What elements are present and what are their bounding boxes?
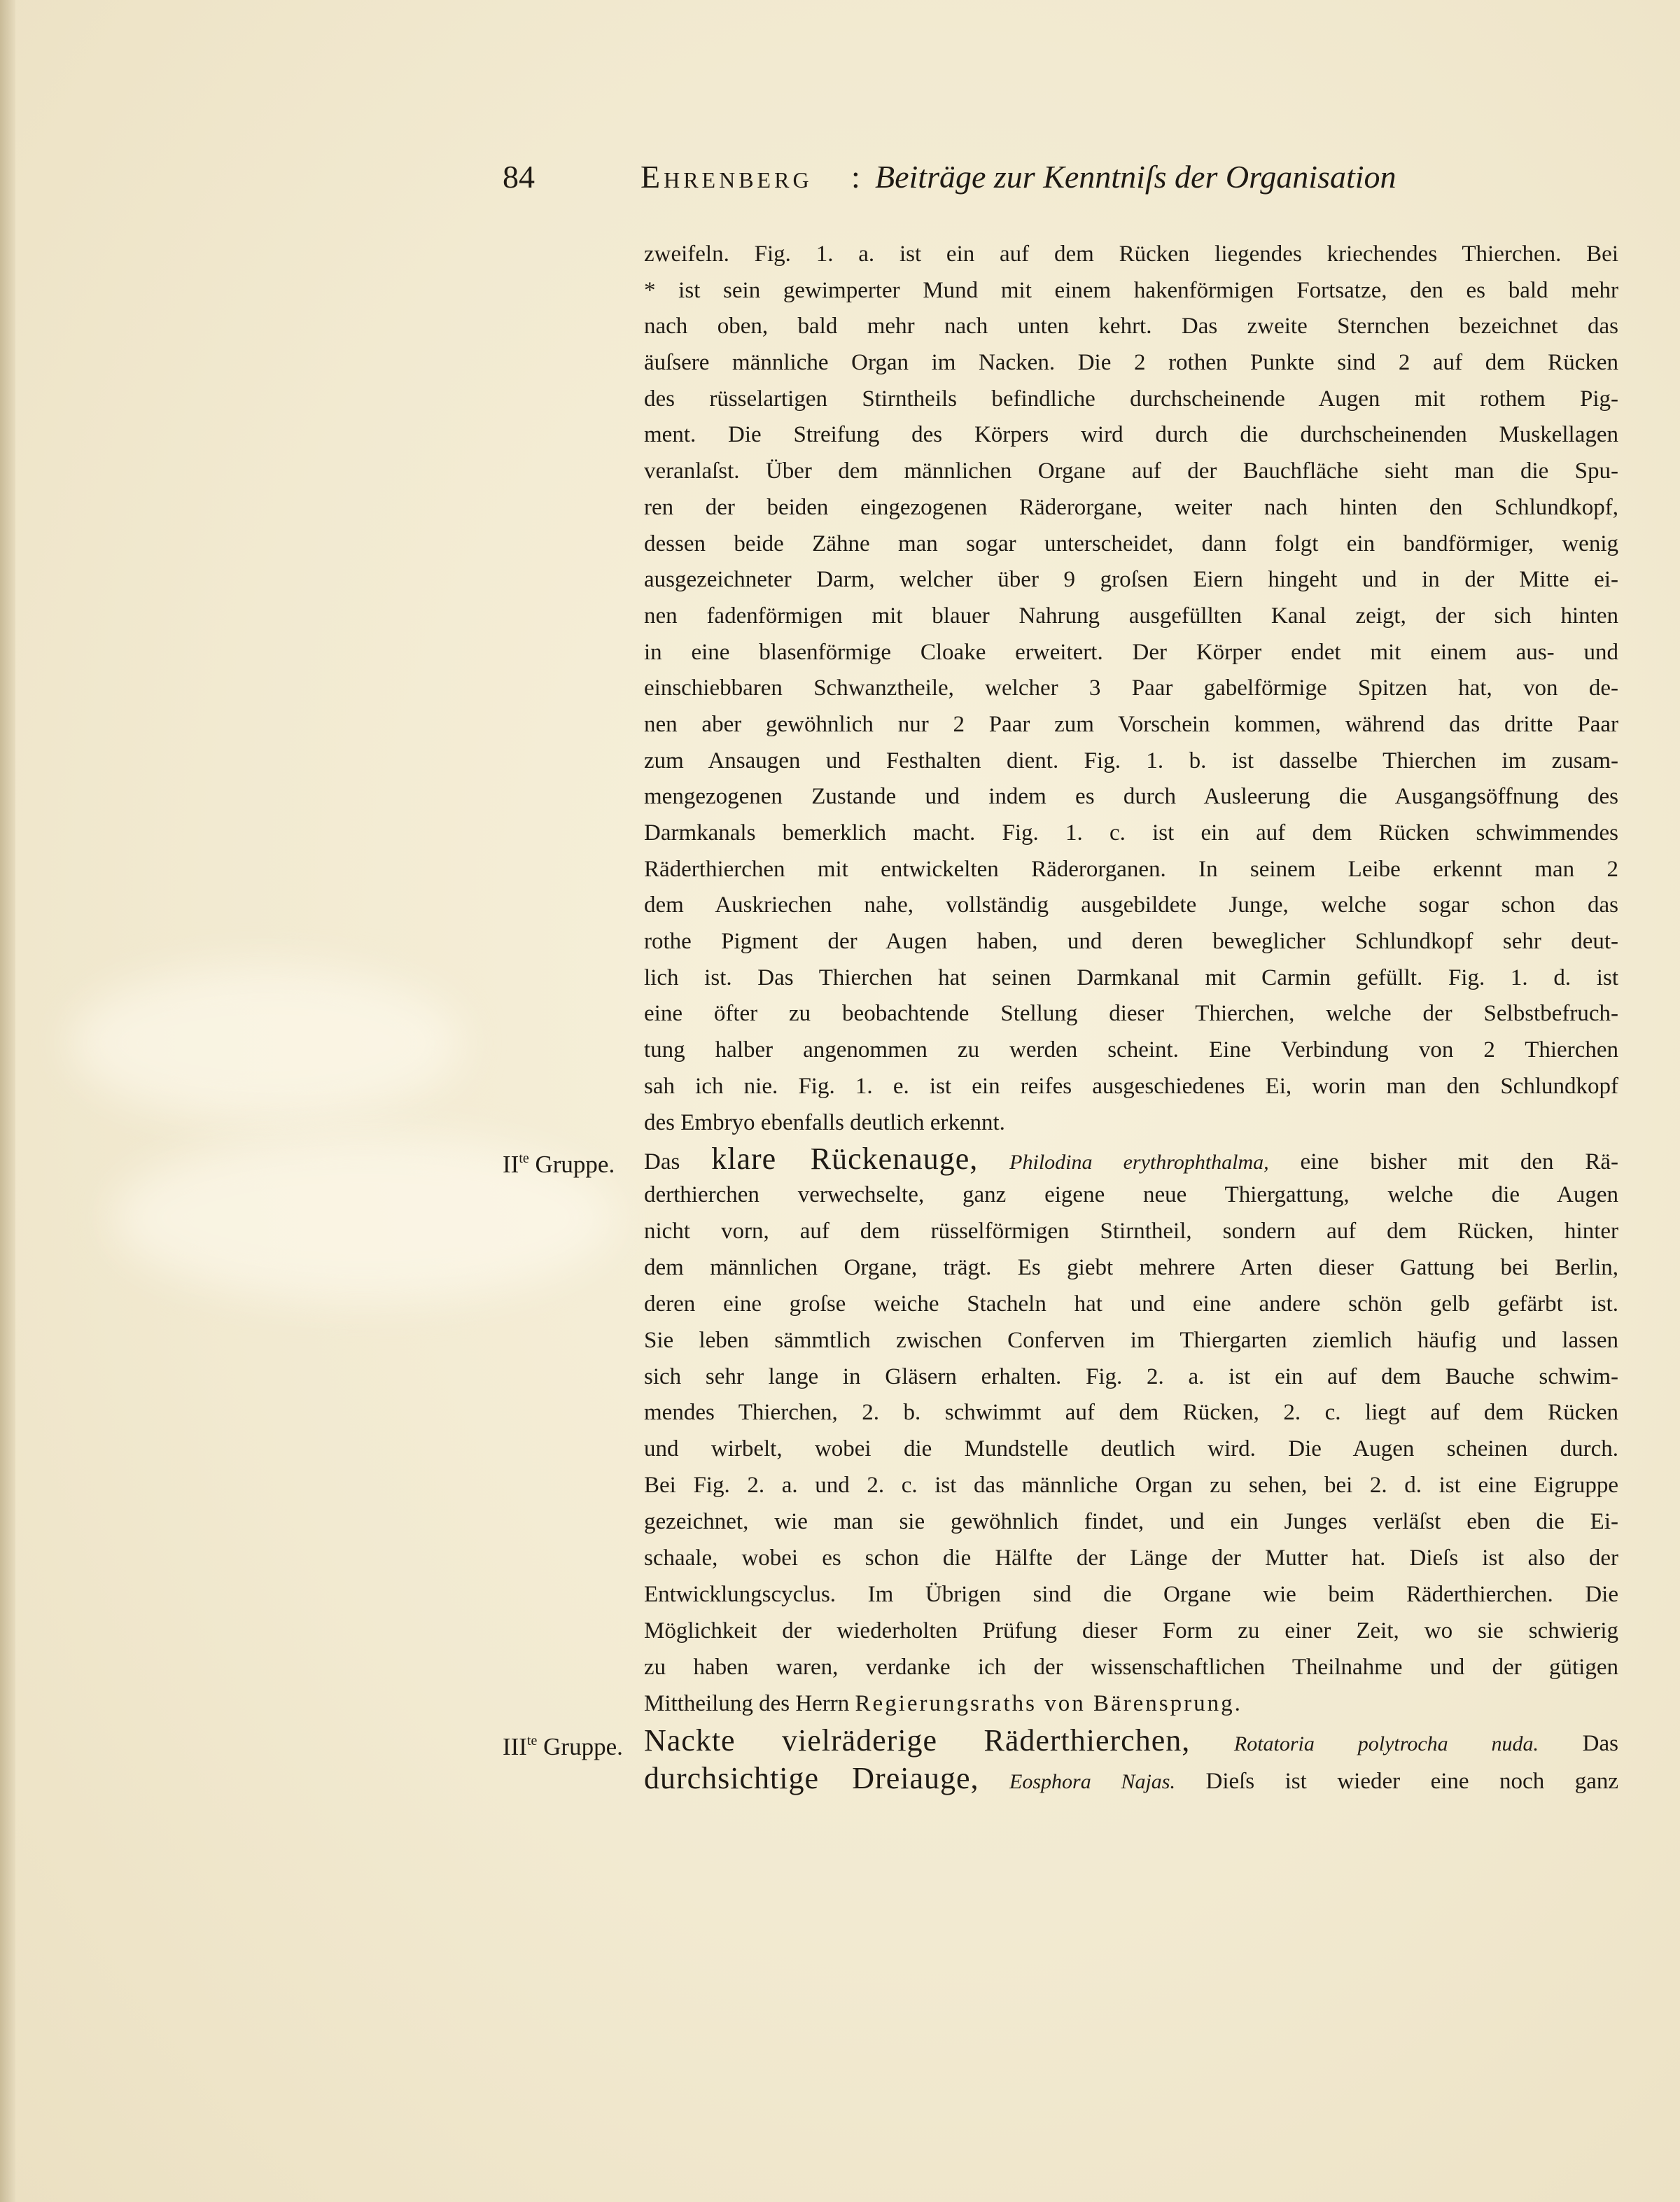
line-text: Mittheilung des Herrn xyxy=(644,1690,855,1716)
group-word: Gruppe. xyxy=(528,1151,615,1179)
species-common-name: Nackte vielräderige Räderthierchen, xyxy=(644,1723,1191,1758)
header-colon: : xyxy=(851,159,860,195)
group-numeral: III xyxy=(503,1733,527,1761)
gruppe-ii-lines xyxy=(0,1177,1680,1685)
text-line: einschiebbaren Schwanztheile, welcher 3 Paar gabelförmige Spitzen hat, von de- xyxy=(644,675,1618,701)
text-line: Entwicklungscyclus. Im Übrigen sind die Organe wie beim Räderthierchen. Die xyxy=(644,1581,1618,1607)
running-title: Beiträge zur Kenntniſs der Organisation xyxy=(875,159,1396,195)
text-line: des rüsselartigen Stirntheils befindliche durchscheinende Augen mit rothem Pig- xyxy=(644,386,1618,412)
text-line xyxy=(0,1760,1618,1797)
text-line: und wirbelt, wobei die Mundstelle deutlich wird. Die Augen scheinen durch. xyxy=(644,1436,1618,1462)
text-line: nen fadenförmigen mit blauer Nahrung ausgefüllten Kanal zeigt, der sich hinten xyxy=(644,603,1618,629)
line-text: eine bisher mit den Rä- xyxy=(1268,1149,1618,1175)
text-line: Sie leben sämmtlich zwischen Conferven im Thiergarten ziemlich häufig und lassen xyxy=(644,1327,1618,1353)
text-line: dessen beide Zähne man sogar unterscheidet, dann folgt ein bandförmiger, wenig xyxy=(644,531,1618,556)
text-line: Räderthierchen mit entwickelten Räderorganen. In seinem Leibe erkennt man 2 xyxy=(644,856,1618,882)
species-latin-name: Eosphora Najas. xyxy=(1009,1770,1175,1794)
text-line: zweifeln. Fig. 1. a. ist ein auf dem Rücken liegendes kriechendes Thierchen. Bei xyxy=(644,241,1618,267)
group-label-iii xyxy=(503,1723,623,1765)
text-line: nicht vorn, auf dem rüsselförmigen Stirntheil, sondern auf dem Rücken, hinter xyxy=(644,1218,1618,1244)
text-line: dem männlichen Organe, trägt. Es giebt mehrere Arten dieser Gattung bei Berlin, xyxy=(644,1254,1618,1280)
text-line xyxy=(0,1722,1618,1760)
text-line: Darmkanals bemerklich macht. Fig. 1. c. ist ein auf dem Rücken schwimmendes xyxy=(644,820,1618,846)
page-number: 84 xyxy=(503,159,535,195)
text-line: Möglichkeit der wiederholten Prüfung dieser Form zu einer Zeit, wo sie schwierig xyxy=(644,1618,1618,1643)
text-line: eine öfter zu beobachtende Stellung dieser Thierchen, welche der Selbstbefruch- xyxy=(644,1001,1618,1027)
text-line: des Embryo ebenfalls deutlich erkennt. xyxy=(644,1109,1005,1135)
group-numeral: II xyxy=(503,1151,519,1179)
group-numeral-suffix: te xyxy=(519,1151,529,1167)
text-line: ausgezeichneter Darm, welcher über 9 groſsen Eiern hingeht und in der Mitte ei- xyxy=(644,567,1618,593)
text-line: lich ist. Das Thierchen hat seinen Darmkanal mit Carmin gefüllt. Fig. 1. d. ist xyxy=(644,965,1618,990)
text-line: gezeichnet, wie man sie gewöhnlich findet, und ein Junges verläſst eben die Ei- xyxy=(644,1509,1618,1535)
text-line: mengezogenen Zustande und indem es durch Ausleerung die Ausgangsöffnung des xyxy=(644,784,1618,810)
text-line: ment. Die Streifung des Körpers wird durch die durchscheinenden Muskellagen xyxy=(644,422,1618,448)
line-text: Dieſs ist wieder eine noch ganz xyxy=(1175,1769,1618,1795)
word-gap xyxy=(979,1769,1010,1794)
text-line: schaale, wobei es schon die Hälfte der Länge der Mutter hat. Dieſs ist also der xyxy=(644,1545,1618,1571)
person-name: Regierungsraths von Bärensprung xyxy=(855,1690,1235,1716)
text-line: dem Auskriechen nahe, vollständig ausgebildete Junge, welche sogar schon das xyxy=(644,892,1618,918)
text-line: veranlaſst. Über dem männlichen Organe auf der Bauchfläche sieht man die Spu- xyxy=(644,458,1618,484)
species-common-name: durchsichtige Dreiauge, xyxy=(644,1761,979,1796)
word-gap xyxy=(978,1149,1009,1174)
text-line: Bei Fig. 2. a. und 2. c. ist das männliche Organ zu sehen, bei 2. d. ist eine Eigruppe xyxy=(644,1473,1618,1499)
species-latin-name: Rotatoria polytrocha nuda. xyxy=(1233,1732,1539,1756)
author-name: Ehrenberg xyxy=(640,159,813,195)
group-word: Gruppe. xyxy=(537,1733,623,1761)
text-line: deren eine groſse weiche Stacheln hat und eine andere schön gelb gefärbt ist. xyxy=(644,1291,1618,1317)
line-text: Das xyxy=(1539,1731,1618,1757)
text-line: nach oben, bald mehr nach unten kehrt. Das zweite Sternchen bezeichnet das xyxy=(644,314,1618,339)
text-line: äuſsere männliche Organ im Nacken. Die 2 rothen Punkte sind 2 auf dem Rücken xyxy=(644,350,1618,376)
text-line: sah ich nie. Fig. 1. e. ist ein reifes ausgeschiedenes Ei, worin man den Schlundkopf xyxy=(644,1073,1618,1099)
text-line: rothe Pigment der Augen haben, und deren beweglicher Schlundkopf sehr deut- xyxy=(644,929,1618,955)
text-line: sich sehr lange in Gläsern erhalten. Fig. 2. a. ist ein auf dem Bauche schwim- xyxy=(644,1363,1618,1389)
text-line: zu haben waren, verdanke ich der wissenschaftlichen Theilnahme und der gütigen xyxy=(644,1654,1618,1680)
text-line: derthierchen verwechselte, ganz eigene neue Thiergattung, welche die Augen xyxy=(644,1182,1618,1208)
running-header xyxy=(0,158,1680,207)
text-line: nen aber gewöhnlich nur 2 Paar zum Vorschein kommen, während das dritte Paar xyxy=(644,711,1618,737)
text-line xyxy=(0,1141,1618,1177)
group-label-ii xyxy=(503,1141,615,1183)
text-line: * ist sein gewimperter Mund mit einem hakenförmigen Fortsatze, den es bald mehr xyxy=(644,277,1618,303)
paragraph-gruppe-iii xyxy=(0,1722,1680,1797)
paragraph-gruppe-ii xyxy=(0,1141,1680,1722)
text-line: tung halber angenommen zu werden scheint. Eine Verbindung von 2 Thierchen xyxy=(644,1037,1618,1063)
text-line: mendes Thierchen, 2. b. schwimmt auf dem Rücken, 2. c. liegt auf dem Rücken xyxy=(644,1400,1618,1426)
text-line: in eine blasenförmige Cloake erweitert. Der Körper endet mit einem aus- und xyxy=(644,639,1618,665)
text-line: ren der beiden eingezogenen Räderorgane, weiter nach hinten den Schlundkopf, xyxy=(644,494,1618,520)
group-numeral-suffix: te xyxy=(526,1733,538,1749)
species-common-name: klare Rückenauge, xyxy=(711,1142,979,1177)
line-text: . xyxy=(1234,1690,1240,1716)
line-text: Das xyxy=(644,1149,712,1175)
text-line xyxy=(0,1686,1618,1723)
body-text xyxy=(0,237,1680,1797)
paragraph-gruppe-i-continued xyxy=(0,237,1680,1141)
word-gap xyxy=(1190,1731,1234,1756)
species-latin-name: Philodina erythrophthalma, xyxy=(1009,1151,1269,1174)
text-line: zum Ansaugen und Festhalten dient. Fig. 1. b. ist dasselbe Thierchen im zusam- xyxy=(644,748,1618,773)
